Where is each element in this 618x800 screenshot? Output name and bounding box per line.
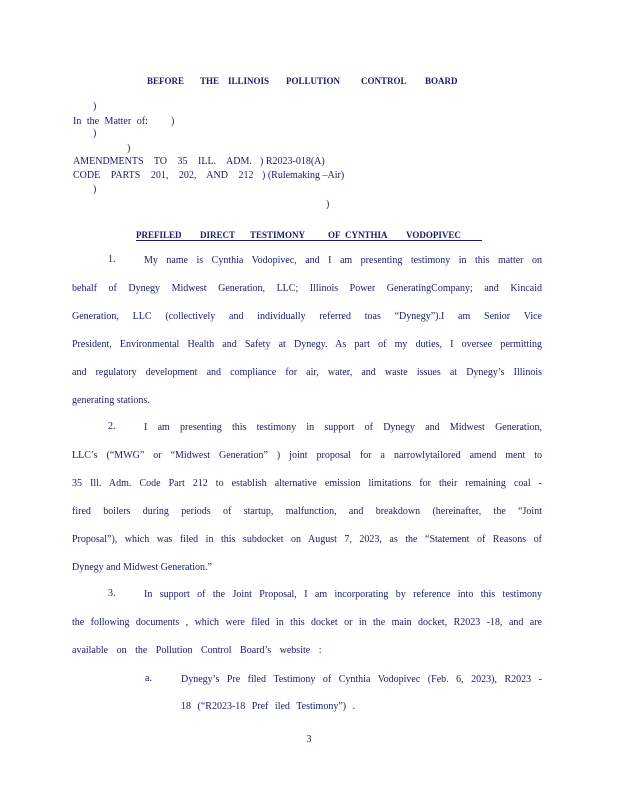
caption-paren: ) [93,128,97,139]
header-word-before: BEFORE [147,76,185,86]
header-word-pollution: POLLUTION [286,76,341,86]
caption-paren: ) [93,101,97,112]
paragraph-line: the following documents , which were filed in this docket or in the main docket, R2023 -18, and are [72,617,542,628]
header-word-board: BOARD [425,76,458,86]
list-item-line: Dynegy’s Pre filed Testimony of Cynthia Vodopivec (Feb. 6, 2023), R2023 - [181,674,542,685]
paragraph-line: My name is Cynthia Vodopivec, and I am presenting testimony in this matter on [144,255,542,266]
title-word: OF [328,230,341,240]
caption-paren: ) [326,199,330,210]
paragraph-line: and regulatory development and compliance for air, water, and waste issues at Dynegy’s Illinois [72,367,542,378]
list-marker: a. [145,673,152,684]
title-word: PREFILED [136,230,182,240]
page-number: 3 [306,734,312,745]
title-word: TESTIMONY [250,230,306,240]
header-word-control: CONTROL [361,76,407,86]
title-word: DIRECT [200,230,236,240]
paragraph-line: Dynegy and Midwest Generation.” [72,562,212,573]
paragraph-number: 2. [108,421,116,432]
paragraph-line: available on the Pollution Control Board’s website : [72,645,322,656]
header-word-the: THE [200,76,220,86]
caption-code-parts: CODE PARTS 201, 202, AND 212 [73,170,254,181]
paragraph-line: I am presenting this testimony in support of Dynegy and Midwest Generation, [144,422,542,433]
caption-docket-number: ) R2023-018(A) [260,156,325,167]
caption-amendments: AMENDMENTS TO 35 ILL. ADM. [73,156,252,167]
caption-in-the-matter: In the Matter of: [73,116,148,127]
paragraph-line: generating stations. [72,395,150,406]
caption-rulemaking: ) (Rulemaking –Air) [262,170,345,181]
paragraph-number: 1. [108,254,116,265]
paragraph-line: Generation, LLC (collectively and individually referred toas “Dynegy”).I am Senior Vice [72,311,542,322]
title-underline [136,240,482,241]
paragraph-number: 3. [108,588,116,599]
paragraph-line: Proposal”), which was filed in this subdocket on August 7, 2023, as the “Statement of Reasons of [72,534,542,545]
title-word: VODOPIVEC [406,230,461,240]
paragraph-line: President, Environmental Health and Safety at Dynegy. As part of my duties, I oversee permitting [72,339,542,350]
caption-paren: ) [93,184,97,195]
paragraph-line: 35 Ill. Adm. Code Part 212 to establish alternative emission limitations for their remaining coal - [72,478,542,489]
paragraph-line: LLC’s (“MWG” or “Midwest Generation” ) joint proposal for a narrowlytailored amend ment to [72,450,542,461]
list-item-line: 18 (“R2023-18 Pref iled Testimony”) . [181,701,356,712]
paragraph-line: fired boilers during periods of startup, malfunction, and breakdown (hereinafter, the “Joint [72,506,542,517]
paragraph-line: In support of the Joint Proposal, I am incorporating by reference into this testimony [144,589,542,600]
caption-paren: ) [127,143,131,154]
header-word-illinois: ILLINOIS [228,76,270,86]
paragraph-line: behalf of Dynegy Midwest Generation, LLC; Illinois Power GeneratingCompany; and Kincaid [72,283,542,294]
title-word: CYNTHIA [345,230,388,240]
caption-paren: ) [171,116,175,127]
